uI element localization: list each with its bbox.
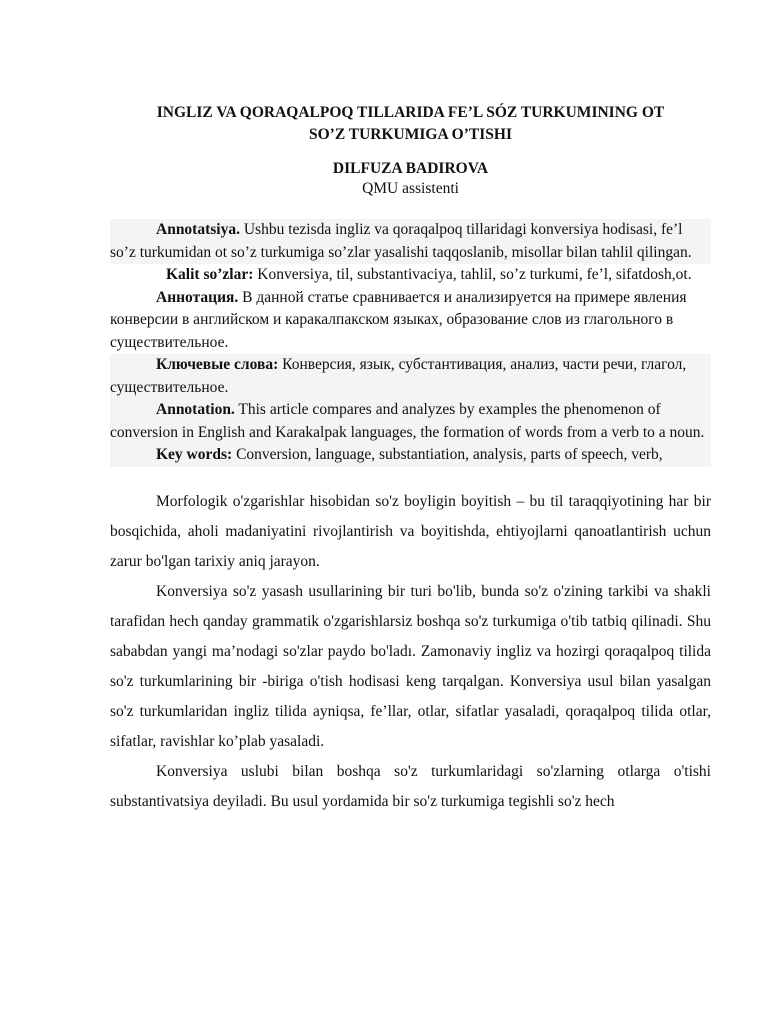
author-name: DILFUZA BADIROVA xyxy=(332,160,489,177)
body-paragraph-3: Konversiya uslubi bilan boshqa so'z turkumlaridagi so'zlarning otlarga o'tishi substantivatsiya deyiladi. Bu usul yordamida bir so'z turkumiga tegishli so'z hech xyxy=(110,762,711,810)
keywords-en-text: Conversion, language, substantiation, analysis, parts of speech, verb, xyxy=(232,446,663,463)
abstract-uz-text: Ushbu tezisda ingliz va qoraqalpoq tillaridagi konversiya hodisasi, fe’l so’z turkumidan ot so’z turkumiga so’zlar yasalishi taqqoslanib, misollar bilan tahlil qilingan. xyxy=(110,221,692,261)
abstract-ru-label: Аннотация. xyxy=(156,288,239,306)
keywords-uz-text: Konversiya, til, substantivaciya, tahlil, so’z turkumi, fe’l, sifatdosh,ot. xyxy=(253,266,692,283)
abstract-ru-text: В данной статье сравнивается и анализируется на примере явления конверсии в английском и каракалпакском языках, образование слов из глагольного в существительное. xyxy=(110,288,687,351)
abstract-en xyxy=(110,399,711,444)
keywords-ru-text: Конверсия, язык, субстантивация, анализ, части речи, глагол, существительное. xyxy=(110,356,687,396)
title-line-2: SO’Z TURKUMIGA O’TISHI xyxy=(309,126,512,143)
abstract-en-label: Annotation. xyxy=(156,401,235,418)
body-paragraph-2: Konversiya so'z yasash usullarining bir turi bo'lib, bunda so'z o'zining tarkibi va shakli tarafidan hech qanday grammatik o'zgarishlarsiz boshqa so'z turkumiga o'tib tatbiq qilinadi. Shu sababdan yangi ma’nodagi so'zlar paydo bo'ladı. Zamonaviy ingliz va hozirgi qoraqalpoq tilida so'z turkumlarining bir -biriga o'tish hodisasi keng tarqalgan. Konversiya usul bilan yasalgan so'z turkumlaridan ingliz tilida ayniqsa, fe’llar, otlar, sifatlar yasaladi, qoraqalpoq tilida otlar, sifatlar, ravishlar ko’plab yasaladi. xyxy=(110,582,711,750)
abstract-ru xyxy=(110,287,711,355)
body-paragraph-1: Morfologik o'zgarishlar hisobidan so'z boyligin boyitish – bu til taraqqiyotining har bir bosqichida, aholi madaniyatini rivojlantirish va boyitishda, ehtiyojlarni qanoatlantirish uchun zarur bo'lgan tarixiy aniq jarayon. xyxy=(110,492,711,570)
abstract-uz xyxy=(110,219,711,264)
keywords-ru-label: Ключевые слова: xyxy=(156,356,279,373)
abstract-en-text: This article compares and analyzes by examples the phenomenon of conversion in English and Karakalpak languages, the formation of words from a verb to a noun. xyxy=(110,401,705,441)
keywords-en-label: Key words: xyxy=(156,446,233,463)
abstract-uz-label: Annotatsiya. xyxy=(156,221,240,238)
author-affiliation: QMU assistenti xyxy=(362,180,459,197)
abstract-block xyxy=(110,219,711,467)
keywords-ru xyxy=(110,354,711,399)
keywords-uz-label: Kalit so’zlar: xyxy=(166,266,254,283)
keywords-uz xyxy=(110,264,711,287)
main-text xyxy=(110,487,711,817)
article-title xyxy=(110,102,711,146)
keywords-en xyxy=(110,444,711,467)
title-line-1: INGLIZ VA QORAQALPOQ TILLARIDA FE’L SÓZ TURKUMINING OT xyxy=(156,104,665,121)
